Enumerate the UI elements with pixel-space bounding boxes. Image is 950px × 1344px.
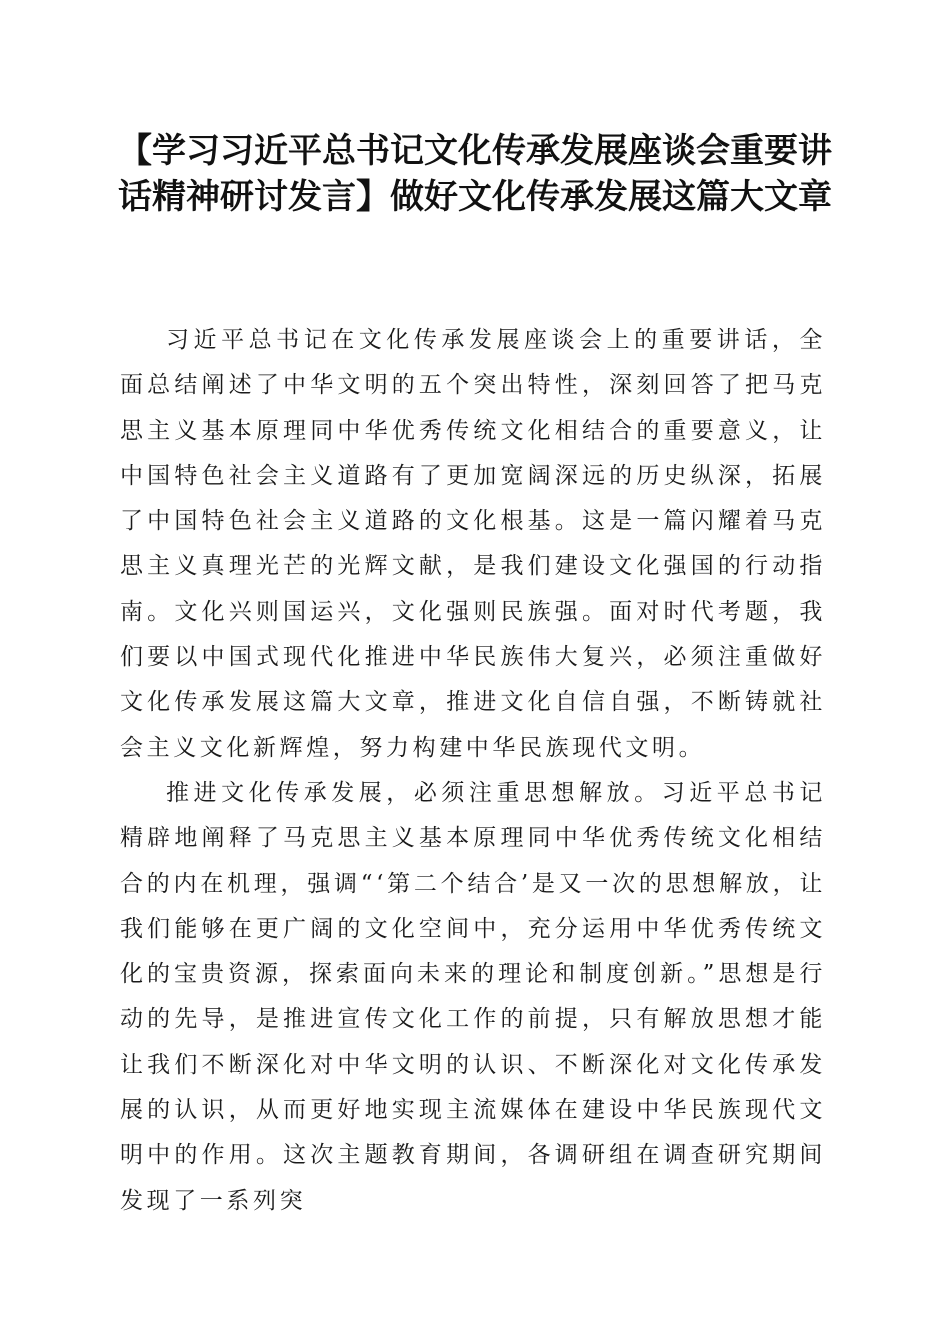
paragraph-1: 习近平总书记在文化传承发展座谈会上的重要讲话，全面总结阐述了中华文明的五个突出特性，深刻回答了把马克思主义基本原理同中华优秀传统文化相结合的重要意义，让中国特色社会主义道路有了更加宽阔深远的历史纵深，拓展了中国特色社会主义道路的文化根基。这是一篇闪耀着马克思主义真理光芒的光辉文献，是我们建设文化强国的行动指南。文化兴则国运兴，文化强则民族强。面对时代考题，我们要以中国式现代化推进中华民族伟大复兴，必须注重做好文化传承发展这篇大文章，推进文化自信自强，不断铸就社会主义文化新辉煌，努力构建中华民族现代文明。 [120, 327, 826, 761]
document-body [120, 318, 826, 1224]
paragraph-2: 推进文化传承发展，必须注重思想解放。习近平总书记精辟地阐释了马克思主义基本原理同中华优秀传统文化相结合的内在机理，强调“‘第二个结合’是又一次的思想解放，让我们能够在更广阔的文化空间中，充分运用中华优秀传统文化的宝贵资源，探索面向未来的理论和制度创新。”思想是行动的先导，是推进宣传文化工作的前提，只有解放思想才能让我们不断深化对中华文明的认识、不断深化对文化传承发展的认识，从而更好地实现主流媒体在建设中华民族现代文明中的作用。这次主题教育期间，各调研组在调查研究期间发现了一系列突 [120, 779, 826, 1214]
document-title: 【学习习近平总书记文化传承发展座谈会重要讲话精神研讨发言】做好文化传承发展这篇大文章 [118, 131, 832, 217]
